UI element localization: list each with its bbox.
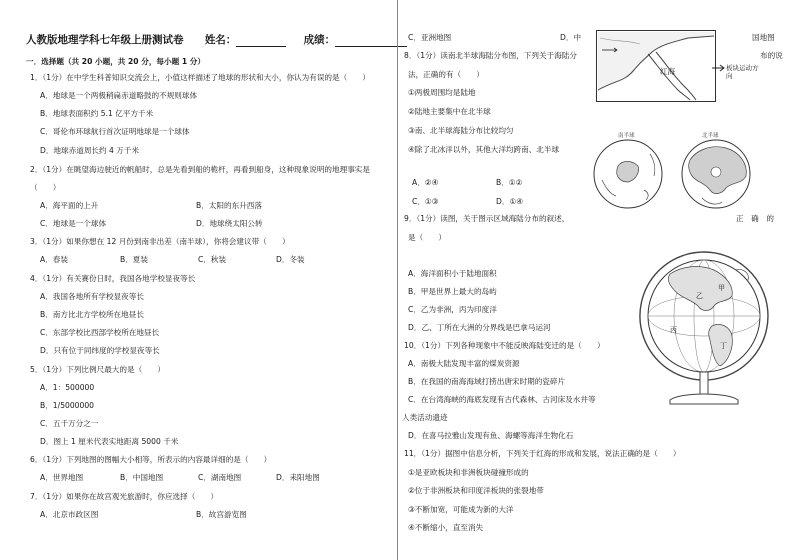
- q5-option-d: D．图上 1 厘米代表实地距离 5000 千米: [40, 437, 179, 446]
- q9-stem-right: 正 确 的: [736, 214, 774, 223]
- red-sea-label: 红海: [660, 67, 675, 76]
- q4-option-d: D．只有位于同纬度的学校显夜等长: [40, 346, 160, 355]
- q8-stem: 8．（1分）读南北半球海陆分布图，下列关于海陆分: [404, 51, 577, 60]
- name-label: 姓名：: [204, 34, 237, 46]
- q11-stem: 11．（1分）据图中信息分析，下列关于红海的形成和发展，说法正确的是（ ）: [404, 449, 681, 458]
- q9-stem-cont: 是（ ）: [408, 233, 446, 242]
- right-column: [400, 0, 794, 560]
- column-divider: [397, 0, 398, 560]
- q1-stem: 1．（1分）在中学生科普知识交流会上，小值这样描述了地球的形状和大小，你认为有误的是（ ）: [30, 73, 370, 82]
- q5-option-a: A．1：500000: [40, 383, 95, 392]
- q7-option-d-cont: 国地图: [752, 33, 775, 42]
- q2-option-d: D．地球绕太阳公转: [196, 219, 263, 228]
- q10-option-c-cont: 人类活动遗迹: [402, 413, 448, 422]
- q8-option-a: A．②④: [412, 178, 439, 187]
- q4-stem: 4．（1分）有关赛份日时，我国各地学校显夜等长: [30, 274, 196, 283]
- q4-option-a: A．我国各地所有学校显夜等长: [40, 292, 144, 301]
- q3-option-c: C．秋装: [198, 255, 227, 264]
- q8-option-c: C．①③: [412, 197, 439, 206]
- section-heading: 一．选择题（共 20 小题，共 20 分，每小题 1 分）: [26, 57, 205, 66]
- q5-option-b: B．1/5000000: [40, 401, 95, 410]
- q10-stem: 10．（1分）下列各种现象中不能反映海陆变迁的是（ ）: [404, 341, 605, 350]
- q2-stem-cont: （ ）: [30, 183, 61, 192]
- q6-option-d: D．耒阳地图: [276, 473, 320, 482]
- q7-option-a: A．北京市政区图: [40, 510, 99, 519]
- q4-option-c: C．东部学校比西部学校所在地昼长: [40, 328, 160, 337]
- q10-option-d: D．在喜马拉雅山发现有鱼、海螺等海洋生物化石: [408, 431, 574, 440]
- q6-option-a: A．世界地图: [40, 473, 84, 482]
- hemi-south-label: 南半球: [618, 133, 635, 139]
- q3-option-b: B．夏装: [120, 255, 148, 264]
- hemi-north-label: 北半球: [702, 133, 719, 139]
- q8-statement-4: ④除了北冰洋以外，其他大洋均跨南、北半球: [408, 145, 560, 154]
- q1-option-b: B．地球表面积约 5.1 亿平方千米: [40, 109, 154, 118]
- exam-title: [26, 34, 407, 47]
- q2-stem: 2．（1分）在眺望海边驶近的帆船时，总是先看到船的桅杆，再看到船身，这种现象说明的地理事实是: [30, 165, 370, 174]
- q10-option-a: A．南极大陆发现丰富的煤炭资源: [408, 359, 520, 368]
- q8-statement-2: ②陆地主要集中在北半球: [408, 107, 491, 116]
- q8-stem-cont: 法，正确的有（ ）: [408, 70, 484, 79]
- q1-option-c: C．哥伦布环球航行首次证明地球是一个球体: [40, 127, 190, 136]
- exam-title-text: 人教版地理学科七年级上册测试卷: [26, 34, 184, 46]
- red-sea-map: [596, 30, 716, 102]
- q10-option-c: C．在台湾海峡的海底发现有古代森林、古河床及水井等: [408, 395, 596, 404]
- q4-option-b: B．南方比北方学校所在地昼长: [40, 310, 144, 319]
- q7-option-d: D．中: [560, 33, 582, 42]
- globe-label-bing: 丙: [670, 326, 677, 334]
- q3-stem: 3．（1分）如果你想在 12 月份到南非出差（南半球），你将会建议带（ ）: [30, 237, 290, 246]
- q8-stem-right: 布的说: [760, 51, 783, 60]
- q6-stem: 6．（1分）下列地图的图幅大小相等，所表示的内容最详细的是（ ）: [30, 455, 272, 464]
- q7-option-c: C．亚洲地图: [408, 33, 452, 42]
- q2-option-c: C．地球是一个球体: [40, 219, 107, 228]
- q11-statement-1: ①是亚欧板块和非洲板块碰撞形成的: [408, 468, 529, 477]
- q7-option-b: B．故宫游览图: [196, 510, 247, 519]
- q8-statement-1: ①两极周围均是陆地: [408, 88, 476, 97]
- score-label: 成绩：: [303, 34, 336, 46]
- q11-statement-3: ③不断加宽，可能成为新的大洋: [408, 505, 514, 514]
- plate-motion-arrow-icon: [712, 64, 726, 72]
- q8-statement-3: ③南、北半球海陆分布比较均匀: [408, 126, 514, 135]
- globe-figure: [630, 240, 778, 416]
- q5-stem: 5．（1分）下列比例尺最大的是（ ）: [30, 365, 165, 374]
- name-field[interactable]: [236, 36, 286, 47]
- globe-label-yi: 乙: [696, 292, 703, 300]
- q5-option-c: C．五千万分之一: [40, 419, 99, 428]
- q8-option-b: B．①②: [496, 178, 523, 187]
- q1-option-a: A．地球是一个两极稍扁赤道略鼓的不规则球体: [40, 91, 198, 100]
- q9-option-b: B．甲是世界上最大的岛屿: [408, 287, 497, 296]
- q10-option-b: B．在我国的南海海域打捞出唐宋时期的瓷碎片: [408, 377, 566, 386]
- q3-option-a: A．春装: [40, 255, 68, 264]
- plate-motion-label: 板块运动方向: [726, 64, 759, 80]
- hemispheres-map: [592, 130, 764, 212]
- q9-stem: 9．（1分）读图，关于图示区域海陆分布的叙述，: [404, 214, 570, 223]
- q9-option-a: A．海洋面积小于陆地面积: [408, 269, 497, 278]
- q2-option-b: B．太阳的东升西落: [196, 201, 262, 210]
- q6-option-b: B．中国地图: [120, 473, 164, 482]
- q8-option-d: D．①④: [496, 197, 524, 206]
- q1-option-d: D．地球赤道周长约 4 万千米: [40, 146, 140, 155]
- q11-statement-4: ④不断缩小，直至消失: [408, 523, 484, 532]
- globe-label-ding: 丁: [720, 342, 727, 350]
- q2-option-a: A．海平面的上升: [40, 201, 99, 210]
- q9-option-d: D．乙、丁所在大洲的分界线是巴拿马运河: [408, 323, 551, 332]
- q3-option-d: D．冬装: [276, 255, 305, 264]
- globe-label-jia: 甲: [718, 284, 725, 292]
- q6-option-c: C．湖南地图: [198, 473, 242, 482]
- q9-option-c: C．乙为非洲，丙为印度洋: [408, 305, 497, 314]
- q7-stem: 7．（1分）如果你在故宫观光旅游时，你应选择（ ）: [30, 492, 219, 501]
- q11-statement-2: ②位于非洲板块和印度洋板块的张裂地带: [408, 486, 544, 495]
